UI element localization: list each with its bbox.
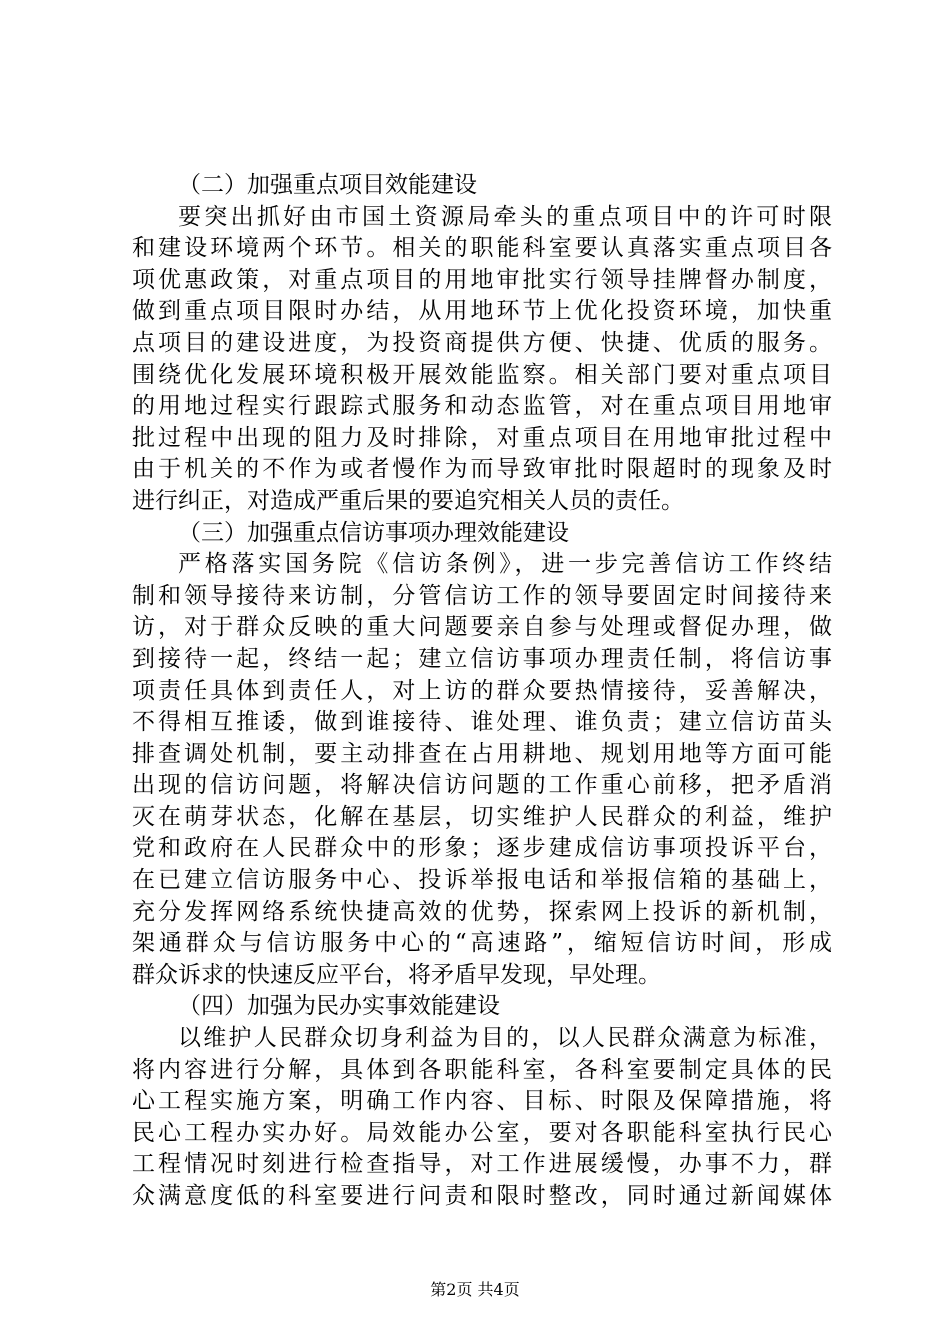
page-number-footer: 第2页 共4页: [430, 1280, 520, 1299]
section-heading: （四）加强为民办实事效能建设: [178, 993, 500, 1020]
paragraph-line: 心工程实施方案，明确工作内容、目标、时限及保障措施，将: [132, 1088, 832, 1115]
paragraph-line: 严格落实国务院《信访条例》，进一步完善信访工作终结: [178, 551, 832, 578]
paragraph-line: 群众诉求的快速反应平台，将矛盾早发现，早处理。: [132, 961, 661, 988]
paragraph-line: 充分发挥网络系统快捷高效的优势，探索网上投诉的新机制，: [132, 898, 832, 925]
paragraph-line: 点项目的建设进度，为投资商提供方便、快捷、优质的服务。: [132, 329, 832, 356]
paragraph-line: 党和政府在人民群众中的形象；逐步建成信访事项投诉平台，: [132, 835, 832, 862]
paragraph-line: 工程情况时刻进行检查指导，对工作进展缓慢，办事不力，群: [132, 1151, 832, 1178]
paragraph-line: 访，对于群众反映的重大问题要亲自参与处理或督促办理，做: [132, 614, 832, 641]
paragraph-line: 批过程中出现的阻力及时排除，对重点项目在用地审批过程中: [132, 424, 832, 451]
paragraph-line: 围绕优化发展环境积极开展效能监察。相关部门要对重点项目: [132, 361, 832, 388]
paragraph-line: 制和领导接待来访制，分管信访工作的领导要固定时间接待来: [132, 582, 832, 609]
section-heading: （二）加强重点项目效能建设: [178, 172, 477, 198]
paragraph-line: 的用地过程实行跟踪式服务和动态监管，对在重点项目用地审: [132, 393, 832, 420]
paragraph-line: 以维护人民群众切身利益为目的，以人民群众满意为标准，: [178, 1025, 832, 1052]
paragraph-line: 将内容进行分解，具体到各职能科室，各科室要制定具体的民: [132, 1056, 832, 1083]
paragraph-line: 做到重点项目限时办结，从用地环节上优化投资环境，加快重: [132, 298, 832, 325]
document-body: [132, 170, 832, 1213]
paragraph-line: 由于机关的不作为或者慢作为而导致审批时限超时的现象及时: [132, 456, 832, 483]
paragraph-line: 出现的信访问题，将解决信访问题的工作重心前移，把矛盾消: [132, 772, 832, 799]
paragraph-line: 灭在萌芽状态，化解在基层，切实维护人民群众的利益，维护: [132, 803, 832, 830]
paragraph-line: 架通群众与信访服务中心的“高速路”，缩短信访时间，形成: [132, 930, 832, 957]
paragraph-line: 到接待一起，终结一起；建立信访事项办理责任制，将信访事: [132, 645, 832, 672]
paragraph-line: 众满意度低的科室要进行问责和限时整改，同时通过新闻媒体: [132, 1183, 832, 1209]
paragraph-line: 和建设环境两个环节。相关的职能科室要认真落实重点项目各: [132, 235, 832, 262]
paragraph-line: 不得相互推诿，做到谁接待、谁处理、谁负责；建立信访苗头: [132, 709, 832, 736]
paragraph-line: 排查调处机制，要主动排查在占用耕地、规划用地等方面可能: [132, 740, 832, 767]
paragraph-line: 进行纠正，对造成严重后果的要追究相关人员的责任。: [132, 487, 684, 514]
paragraph-line: 项优惠政策，对重点项目的用地审批实行领导挂牌督办制度，: [132, 266, 832, 293]
section-heading: （三）加强重点信访事项办理效能建设: [178, 519, 569, 546]
paragraph-line: 项责任具体到责任人，对上访的群众要热情接待，妥善解决，: [132, 677, 832, 704]
paragraph-line: 要突出抓好由市国土资源局牵头的重点项目中的许可时限: [178, 203, 832, 230]
paragraph-line: 在已建立信访服务中心、投诉举报电话和举报信箱的基础上，: [132, 867, 832, 894]
paragraph-line: 民心工程办实办好。局效能办公室，要对各职能科室执行民心: [132, 1119, 832, 1146]
